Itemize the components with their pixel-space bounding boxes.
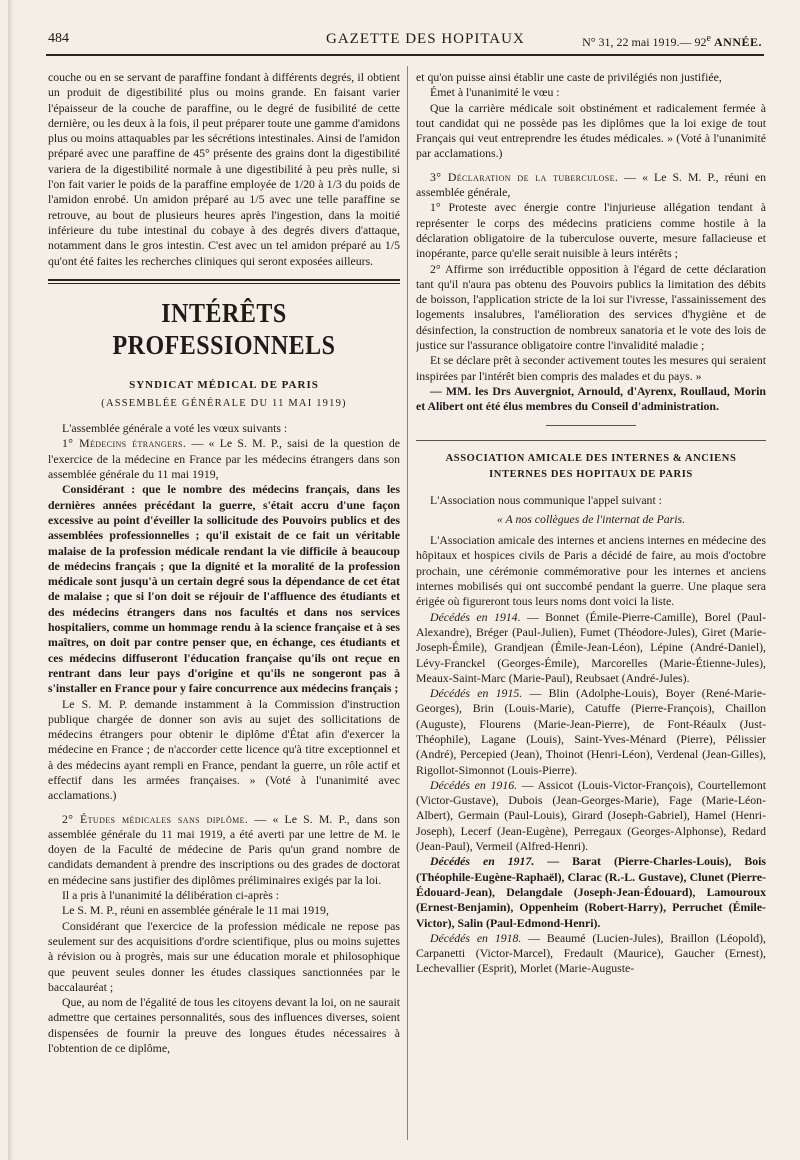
section-rule: [416, 440, 766, 441]
paragraph: et qu'on puisse ainsi établir une caste de privilégiés non justifiée,: [416, 70, 722, 84]
deceased-1918: Décédés en 1918. — Beaumé (Lucien-Jules), Braillon (Léopold), Carpanetti (Victor-Marcel), Fredault (Maurice), Gaucher (Ernest), Lechevallier (Esprit), Morlet (Marie-Auguste-: [416, 930, 766, 976]
paragraph: Que, au nom de l'égalité de tous les citoyens devant la loi, on ne saurait admettre que certaines personnalités, sous des influences diverses, soient dispensées de fournir la preuve des longues études nécessaires à l'obtention de ce diplôme,: [48, 995, 400, 1056]
page-number: 484: [48, 31, 69, 46]
paragraph: Émet à l'unanimité le vœu :: [430, 85, 560, 100]
paragraph: 3° Déclaration de la tuberculose. — « Le S. M. P., réuni en assemblée générale,: [416, 169, 766, 200]
paragraph: 2° Affirme son irréductible opposition à l'égard de cette déclaration tant qu'il n'aura pas obtenu des Pouvoirs publics la limitation des débits de boisson, l'application stricte de la loi sur l'ivresse, l'assainissement des logements insalubres, l'amélioration des services d'hygiène et de désinfection, la construction de nombreux sanatoria et le vote des lois de justice sur l'assurance obligatoire contre l'invalidité maladie ;: [416, 261, 766, 353]
header-rule: [46, 54, 764, 56]
paragraph: L'Association nous communique l'appel suivant :: [430, 492, 662, 507]
paragraph: Considérant : que le nombre des médecins français, dans les dernières années précédant la guerre, s'était accru d'une façon excessive au point d'éveiller la sollicitude des Pouvoirs publics et des assemblées professionnelles ; qu'il existait de ce fait un véritable malaise de la profession médicale rendant la vie difficile à beaucoup de médecins français ; que la dignité et la moralité de la profession médicale sont jusqu'à un certain degré sous la dépendance de cet état de malaise ; que si l'on doit se réjouir de l'affluence des étudiants et des médecins étrangers dans nos facultés et dans nos services hospitaliers, comme un hommage rendu à la science française et à ses maîtres, on doit par contre penser que, en échange, ces étudiants et ces médecins diffuseront l'éducation française qu'ils ont reçue en rentrant dans leur pays d'origine et qu'ils ne songeront pas à s'installer en France pour y faire concurrence aux médecins français ;: [48, 482, 400, 696]
deceased-1917: Décédés en 1917. — Barat (Pierre-Charles-Louis), Bois (Théophile-Eugène-Raphaël), Clarac (R.-L. Gustave), Clunet (Pierre-Édouard-Jean), Delangdale (Joseph-Jean-Édouard), Lamouroux (Ernest-Benjamin), Oppenheim (Robert-Harry), Perruchet (Émile-Victor), Salin (Paul-Edmond-Henri).: [416, 854, 766, 930]
deceased-1914: Décédés en 1914. — Bonnet (Émile-Pierre-Camille), Borel (Paul-Alexandre), Bréger (Paul-Julien), Fumet (Théodore-Jules), Giret (Marie-Joseph-Émile), Grandjean (Émile-Jean-Léon), Lépine (André-Daniel), Lévy-Franckel (Georges-Émile), Marcorelles (Marie-Étienne-Jules), Meaux-Saint-Marc (Marie-Paul), Reubsaet (André-Jules).: [416, 609, 766, 685]
column-divider: [407, 66, 408, 1140]
short-rule: [546, 425, 636, 426]
paragraph: Il a pris à l'unanimité la délibération ci-après :: [62, 888, 280, 903]
page-fold-shadow: [8, 0, 14, 1160]
right-column: [416, 70, 766, 1140]
paragraph: Considérant que l'exercice de la profession médicale ne repose pas seulement sur des acquisitions d'ordre scientifique, plus ou moins sujettes à révision ou à progrès, mais sur une éducation morale et philosophique que peuvent seules donner les études classiques sanctionnées par le baccalauréat ;: [48, 918, 400, 994]
issue-info: N° 31, 22 mai 1919.— 92e ANNÉE.: [582, 33, 762, 49]
paragraph: L'Association amicale des internes et anciens internes en médecine des hôpitaux et hospices civils de Paris a décidé de faire, au mois d'octobre prochain, une cérémonie commémorative pour les internes et anciens internes mobilisés qui ont succombé pendant la guerre. Une plaque sera érigée où figureront tous leurs noms dont voici la liste.: [416, 533, 766, 609]
paragraph: L'assemblée générale a voté les vœux suivants :: [62, 421, 288, 436]
paragraph: 1° Proteste avec énergie contre l'injurieuse allégation tendant à représenter le corps des médecins praticiens comme hostile à la déclaration obligatoire de la tuberculose ouverte, mesure fallacieuse et inopérante, parce qu'elle serait nuisible à leurs intérêts ;: [416, 200, 766, 261]
association-title: ASSOCIATION AMICALE DES INTERNES & ANCIENS INTERNES DES HOPITAUX DE PARIS: [445, 452, 737, 480]
spacer: [416, 162, 766, 170]
paragraph: Et se déclare prêt à seconder activement toutes les mesures qui seraient inspirées par l'intérêt bien compris des malades et du pays. »: [416, 353, 766, 383]
paragraph: couche ou en se servant de paraffine fondant à différents degrés, il obtient un produit de digestibilité plus ou moins grande. En faisant varier l'épaisseur de la couche de paraffine, ou le degré de fusibilité de cette dernière, ou les deux à la fois, il peut préparer toute une gamme d'amidons plus ou moins attaquables par les sécrétions intestinales. Ainsi de l'amidon préparé avec une paraffine de 45° présente des grains dont la digestibilité variera de la digestibilité normale à une digestibilité à peu près nulle, si l'on fait varier le poids de la paraffine employée de 1/20 à 1/3 du poids de l'amidon enrobé. Un amidon préparé au 1/5 avec une telle paraffine se retrouve, au bout de plusieurs heures après l'ingestion, dans la moitié inférieure du tube intestinal du cobaye à des degrés divers d'attaque, notamment dans le gros intestin. C'est avec un tel amidon préparé au 1/5 qu'ont été faites les recherches cliniques qui seront exposées ailleurs.: [48, 70, 400, 268]
syndicat-subtitle: (ASSEMBLÉE GÉNÉRALE DU 11 MAI 1919): [101, 397, 347, 409]
paragraph: Que la carrière médicale soit obstinément et radicalement fermée à tout candidat qui ne possède pas les diplômes que la loi exige de tout Français qui veut entreprendre les études médicales. » (Voté à l'unanimité par acclamations.): [416, 100, 766, 161]
left-column: [48, 70, 400, 1140]
paragraph: Le S. M. P. demande instamment à la Commission d'instruction publique chargée de donner son avis au sujet des sollicitations de médecins étrangers pour obtenir le diplôme d'État afin d'exercer la médecine en France ; de n'accorder cette licence qu'à titre exceptionnel et à des médecins ayant rempli en France, pendant la guerre, un rôle actif et effectif dans les armées françaises. » (Voté à l'unanimité avec acclamations.): [48, 696, 400, 803]
paragraph: — MM. les Drs Auvergniot, Arnould, d'Ayrenx, Roullaud, Morin et Alibert ont été élus membres du Conseil d'administration.: [416, 383, 766, 414]
paragraph: Le S. M. P., réuni en assemblée générale le 11 mai 1919,: [62, 903, 329, 918]
deceased-1916: Décédés en 1916. — Assicot (Louis-Victor-François), Courtellemont (Victor-Gustave), Dubois (Jean-Georges-Marie), Fage (Marie-Léon-Albert), Germain (Paul-Louis), Girard (Joseph-Gabriel), Hamel (Henri-Joseph), Lecerf (Jean-Eugène), Perregaux (Georges-Alphonse), Redard (Jean-Paul), Vermeil (Alfred-Henri).: [416, 777, 766, 854]
paragraph: 1° Médecins étrangers. — « Le S. M. P., saisi de la question de l'exercice de la médecine en France par les médecins étrangers dans son assemblée générale du 11 mai 1919,: [48, 436, 400, 482]
deceased-1915: Décédés en 1915. — Blin (Adolphe-Louis), Boyer (René-Marie-Georges), Brin (Louis-Marie), Catuffe (Pierre-François), Chaillon (Auguste), Flourens (Marie-Jean-Pierre), de Font-Réaulx (Just-Théophile), Lagane (Louis), Saint-Yves-Ménard (Pierre), Pélissier (André), Percepied (Jean), Thoinot (Henri-Léon), Verdenal (Jean-Gilles), Rigollot-Simonnot (Louis-Pierre).: [416, 686, 766, 777]
section-title: INTÉRÊTS PROFESSIONNELS: [112, 298, 336, 361]
issue-annee: ANNÉE.: [713, 35, 762, 49]
section-rule: [48, 279, 400, 284]
journal-title: GAZETTE DES HOPITAUX: [326, 31, 525, 47]
spacer: [48, 804, 400, 812]
paragraph: 2° Études médicales sans diplôme. — « Le S. M. P., dans son assemblée générale du 11 mai 1919, a été averti par une lettre de M. le doyen de la Faculté de médecine de Paris qu'un grand nombre de candidats demandent à prendre des inscriptions ou des grades de doctorat en médecine sans justifier des diplômes préliminaires exigés par la loi.: [48, 811, 400, 887]
appeal-title: « A nos collègues de l'internat de Paris.: [496, 511, 686, 526]
page-header: [48, 28, 762, 50]
syndicat-title: SYNDICAT MÉDICAL DE PARIS: [129, 378, 319, 391]
